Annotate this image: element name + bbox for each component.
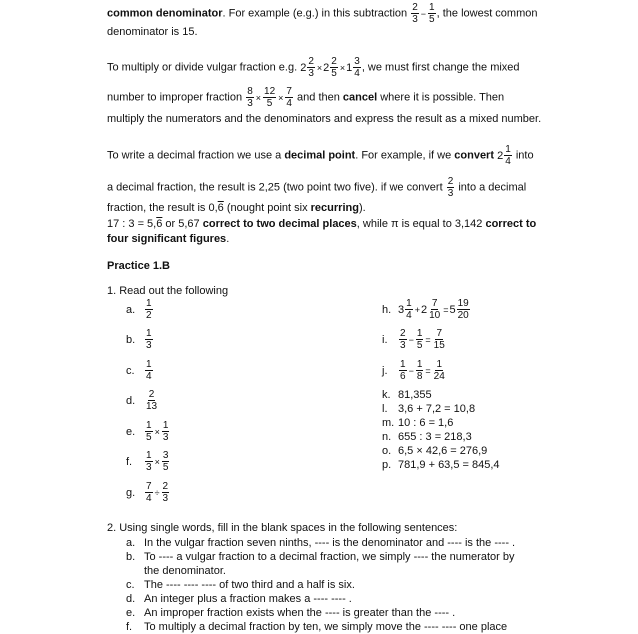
intro-line-1: common denominator. For example (e.g.) in this subtraction $\frac{2}{3}$ − $\frac{1}{5}$ , the lowest common xyxy=(107,2,538,25)
decimal-text: (nought point six xyxy=(223,202,308,214)
list-item: f. $\frac{1}{3}$ × $\frac{3}{5}$ xyxy=(126,450,169,473)
fraction: $\frac{2}{3}$ xyxy=(412,2,418,25)
fraction: $\frac{1}{2}$ xyxy=(146,298,152,321)
fraction: $\frac{2}{13}$ xyxy=(146,389,158,412)
fraction: $\frac{1}{3}$ xyxy=(162,420,169,443)
decimal-bold: correct to two decimal places xyxy=(202,218,357,230)
decimal-text: a decimal fraction, the result is 2,25 (two point two five). if we convert xyxy=(107,181,443,194)
decimal-bold: convert xyxy=(454,149,495,162)
mixed-number: 1 $\frac{3}{4}$ xyxy=(346,56,360,79)
decimal-bold: four significant figures xyxy=(107,233,227,245)
list-item: e. An improper fraction exists when the ---- is greater than the ---- . xyxy=(126,607,456,619)
decimal-text: or 5,67 xyxy=(162,218,200,230)
list-item: h. 3 $\frac{1}{4}$ + 2 $\frac{7}{10}$ = 5 $\frac{19}{20}$ xyxy=(382,298,469,321)
cancel-bold: cancel xyxy=(342,91,378,104)
list-item: d. $\frac{2}{13}$ xyxy=(126,389,158,412)
list-item: b. To ---- a vulgar fraction to a decimal fraction, we simply ---- the numerator by xyxy=(126,551,515,563)
decimal-text: . For example, if we xyxy=(355,149,452,162)
intro-text: . For example (e.g.) in this subtraction xyxy=(222,7,408,20)
decimal-text: into a decimal xyxy=(458,181,527,194)
question-2: 2. Using single words, fill in the blank spaces in the following sentences: xyxy=(107,522,458,534)
multiply-text: where it is possible. Then xyxy=(380,91,505,104)
intro-bold: common denominator xyxy=(107,7,223,20)
recurring-digit: 6 xyxy=(217,202,224,214)
decimal-text: 17 : 3 = 5, xyxy=(107,218,157,230)
fraction: $\frac{2}{3}$ xyxy=(162,481,169,504)
decimal-text: To write a decimal fraction we use a xyxy=(107,149,282,162)
fraction: $\frac{2}{3}$ xyxy=(447,176,454,199)
decimal-bold: correct to xyxy=(485,218,537,230)
decimal-line-5 xyxy=(107,232,565,246)
fraction: $\frac{1}{5}$ xyxy=(146,420,152,443)
decimal-line-4 xyxy=(107,217,565,231)
intro-line-2: denominator is 15. xyxy=(107,26,198,38)
decimal-text: , while π is equal to 3,142 xyxy=(356,218,483,230)
list-item: n. 655 : 3 = 218,3 xyxy=(382,431,472,443)
fraction: $\frac{1}{5}$ xyxy=(429,2,435,25)
list-item: d. An integer plus a fraction makes a ---- ---- . xyxy=(126,593,352,605)
list-item: m. 10 : 6 = 1,6 xyxy=(382,417,454,429)
decimal-line-2 xyxy=(107,176,565,199)
mixed-number: 2 $\frac{2}{3}$ xyxy=(300,56,314,79)
fraction: $\frac{3}{5}$ xyxy=(162,450,169,473)
multiply-text: To multiply or divide vulgar fraction e.g. xyxy=(107,61,298,74)
fraction: $\frac{7}{4}$ xyxy=(146,481,152,504)
list-item: the denominator. xyxy=(144,565,226,577)
decimal-text: fraction, the result is 0, xyxy=(107,202,218,214)
intro-end: , the lowest common xyxy=(436,7,538,20)
multiply-text: , we must first change the mixed xyxy=(361,61,520,74)
multiply-line-3: multiply the numerators and the denominators and express the result as a mixed number. xyxy=(107,113,542,125)
multiply-line-2: number to improper fraction $\frac{8}{3}$ × $\frac{12}{5}$ × $\frac{7}{4}$ and then cancel where it is possible. Then xyxy=(107,86,505,109)
list-item: g. $\frac{7}{4}$ ÷ $\frac{2}{3}$ xyxy=(126,481,169,504)
list-item: k. 81,355 xyxy=(382,389,432,401)
fraction: $\frac{1}{3}$ xyxy=(146,328,152,351)
fraction: $\frac{8}{3}$ xyxy=(247,86,253,109)
list-item: a. In the vulgar fraction seven ninths, ---- is the denominator and ---- is the ---- . xyxy=(126,537,516,549)
list-item: l. 3,6 + 7,2 = 10,8 xyxy=(382,403,476,415)
list-item: e. $\frac{1}{5}$ × $\frac{1}{3}$ xyxy=(126,420,169,443)
fraction: $\frac{12}{5}$ xyxy=(264,86,276,109)
decimal-bold: decimal point xyxy=(284,149,356,162)
decimal-line-1 xyxy=(107,144,565,167)
multiply-text: number to improper fraction xyxy=(107,91,243,104)
list-item: p. 781,9 + 63,5 = 845,4 xyxy=(382,459,500,471)
multiply-line-1: To multiply or divide vulgar fraction e.g. 2 $\frac{2}{3}$ × 2 $\frac{2}{5}$ × 1 $\frac{3}{4}$ , we must first change the mixed xyxy=(107,56,520,79)
decimal-line-3 xyxy=(107,201,565,215)
fraction: $\frac{7}{4}$ xyxy=(286,86,292,109)
list-item: c. $\frac{1}{4}$ xyxy=(126,359,152,382)
decimal-text: ). xyxy=(358,202,366,214)
decimal-text: into xyxy=(515,149,534,162)
mixed-number: 2 $\frac{2}{5}$ xyxy=(323,56,337,79)
list-item: f. To multiply a decimal fraction by ten, we simply move the ---- ---- one place xyxy=(126,621,508,633)
decimal-text: . xyxy=(226,233,230,245)
list-item: b. $\frac{1}{3}$ xyxy=(126,328,152,351)
mixed-number: 2 $\frac{1}{4}$ xyxy=(497,144,511,167)
multiply-text: and then xyxy=(297,91,340,104)
section-title: Practice 1.B xyxy=(107,260,170,272)
recurring-digit: 6 xyxy=(156,218,163,230)
list-item: a. $\frac{1}{2}$ xyxy=(126,298,152,321)
list-item: o. 6,5 × 42,6 = 276,9 xyxy=(382,445,488,457)
fraction: $\frac{1}{3}$ xyxy=(146,450,152,473)
list-item: i. $\frac{2}{3}$ − $\frac{1}{5}$ = $\frac{7}{15}$ xyxy=(382,328,445,351)
fraction: $\frac{1}{4}$ xyxy=(146,359,152,382)
question-1: 1. Read out the following xyxy=(107,285,229,297)
list-item: j. $\frac{1}{6}$ − $\frac{1}{8}$ = $\frac{1}{24}$ xyxy=(382,359,445,382)
list-item: c. The ---- ---- ---- of two third and a half is six. xyxy=(126,579,355,591)
decimal-bold: recurring xyxy=(310,202,359,214)
